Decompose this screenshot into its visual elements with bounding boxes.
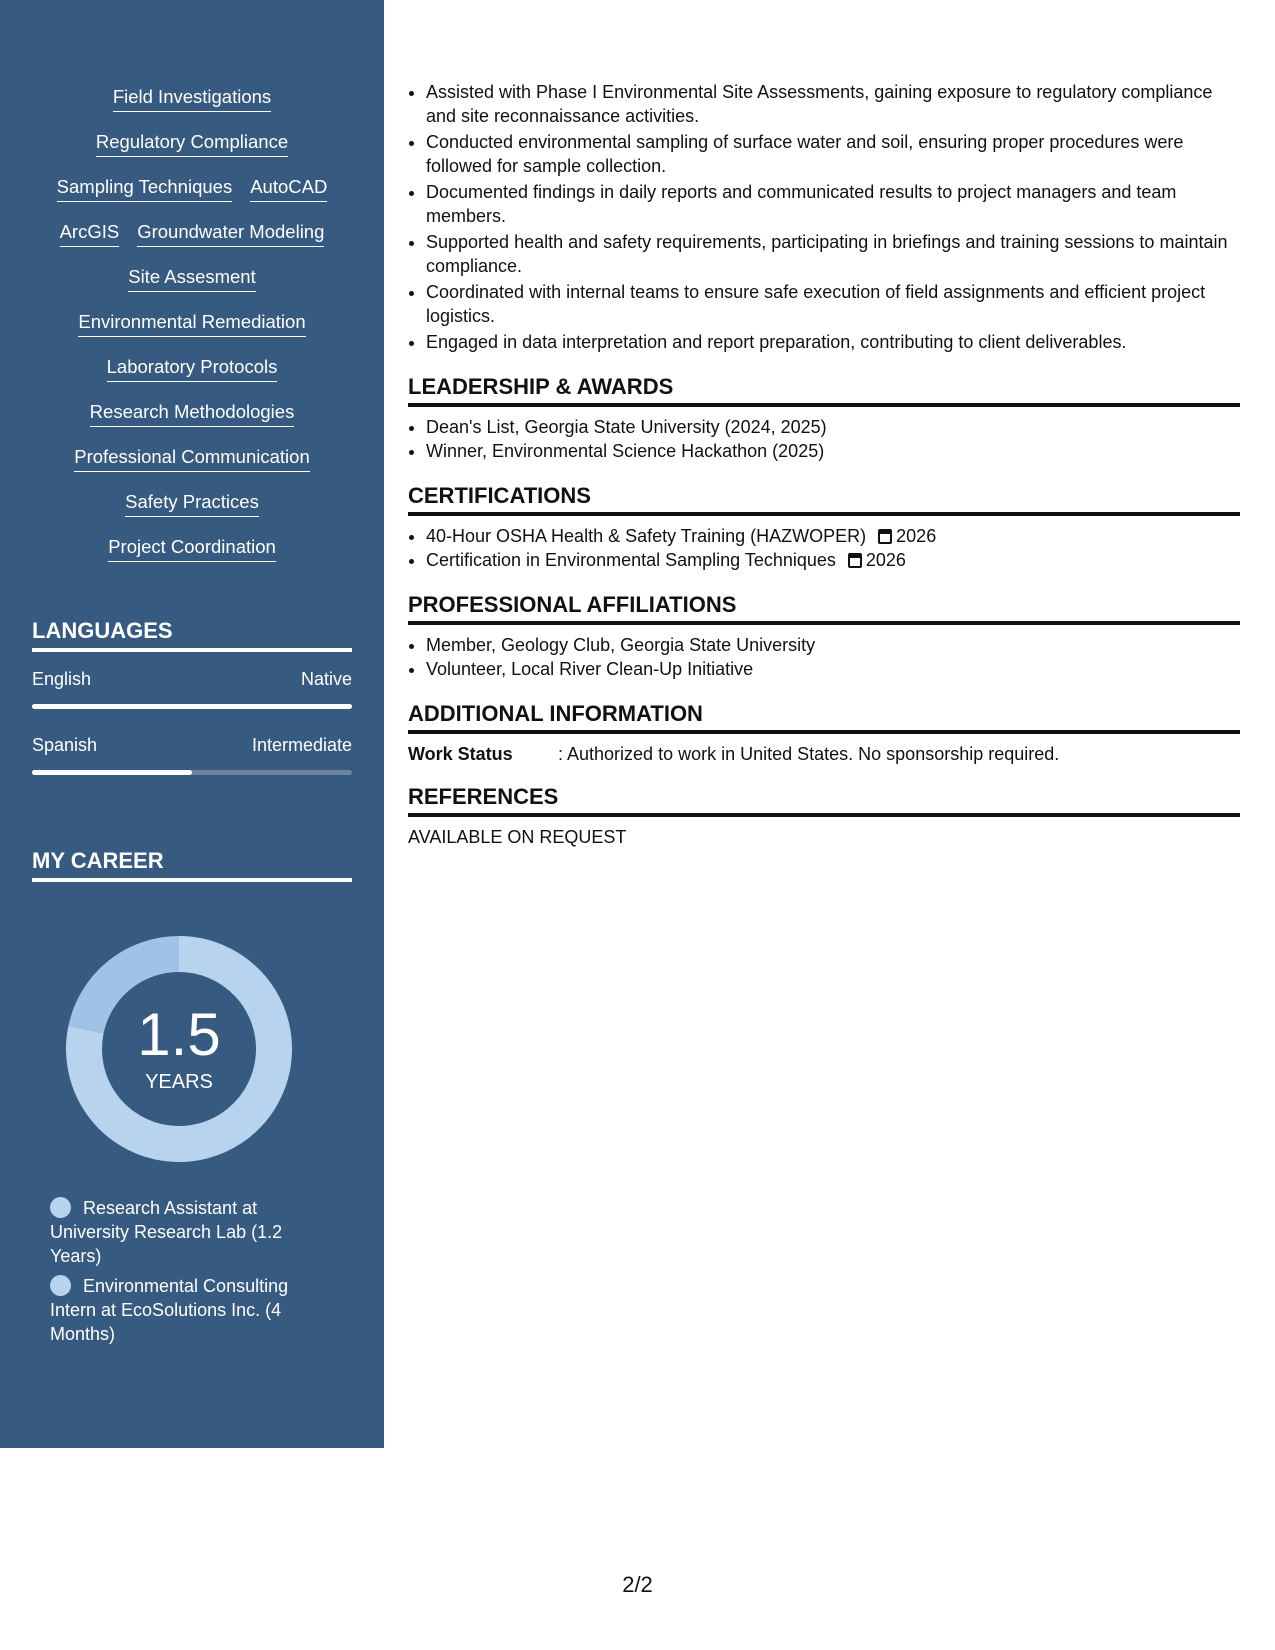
sidebar xyxy=(0,0,384,1448)
skill-tag: Environmental Remediation xyxy=(78,311,305,337)
skill-tag: Regulatory Compliance xyxy=(96,131,288,157)
experience-bullet: • Assisted with Phase I Environmental Site Assessments, gaining exposure to regulatory compliance and site reconnaissance activities. xyxy=(426,80,1240,128)
language-level-fill xyxy=(32,770,192,775)
certifications-list xyxy=(408,524,1240,572)
affiliation-item: • Volunteer, Local River Clean-Up Initiative xyxy=(426,657,1240,681)
affiliations-heading: PROFESSIONAL AFFILIATIONS xyxy=(408,592,1240,625)
skill-tag: Professional Communication xyxy=(74,446,309,472)
skill-tag: Groundwater Modeling xyxy=(137,221,324,247)
language-level-bar xyxy=(32,704,352,709)
certification-item xyxy=(426,548,1240,572)
certification-name: 40-Hour OSHA Health & Safety Training (HAZWOPER) xyxy=(426,526,867,546)
skill-row xyxy=(32,266,352,311)
skill-tag: AutoCAD xyxy=(250,176,327,202)
page-number: 2/2 xyxy=(622,1572,653,1597)
certifications-heading: CERTIFICATIONS xyxy=(408,483,1240,516)
leadership-list xyxy=(408,415,1240,463)
certification-name: Certification in Environmental Sampling Techniques xyxy=(426,550,836,570)
skill-row xyxy=(32,536,352,581)
leadership-item: • Dean's List, Georgia State University (2024, 2025) xyxy=(426,415,1240,439)
certification-year: 2026 xyxy=(865,550,906,570)
career-total-years: 1.5 xyxy=(137,1001,221,1068)
bullet-dot-icon xyxy=(50,1197,71,1218)
skill-row xyxy=(32,176,352,221)
skill-tag: Field Investigations xyxy=(113,86,271,112)
language-level-fill xyxy=(32,704,352,709)
languages-heading: LANGUAGES xyxy=(32,618,352,652)
work-status-value: : Authorized to work in United States. No sponsorship required. xyxy=(558,744,1060,764)
experience-bullet: • Supported health and safety requirements, participating in briefings and training sessions to maintain compliance. xyxy=(426,230,1240,278)
career-heading: MY CAREER xyxy=(32,848,352,882)
skill-tag: Site Assesment xyxy=(128,266,256,292)
additional-heading: ADDITIONAL INFORMATION xyxy=(408,701,1240,734)
language-name: Spanish xyxy=(32,735,98,755)
language-level: Intermediate xyxy=(251,735,352,755)
language-level-bar xyxy=(32,770,352,775)
experience-bullet: • Coordinated with internal teams to ensure safe execution of field assignments and efficient project logistics. xyxy=(426,280,1240,328)
skills-list xyxy=(32,86,352,581)
experience-bullets xyxy=(408,80,1240,354)
references-text: AVAILABLE ON REQUEST xyxy=(408,827,627,847)
leadership-item: • Winner, Environmental Science Hackathon (2025) xyxy=(426,439,1240,463)
skill-row xyxy=(32,491,352,536)
career-total-unit: YEARS xyxy=(145,1071,213,1093)
career-item-label: Research Assistant at University Research Lab (1.2 Years) xyxy=(50,1198,283,1266)
skill-row xyxy=(32,311,352,356)
skill-row xyxy=(32,401,352,446)
work-status-row xyxy=(408,742,1240,766)
affiliations-list xyxy=(408,633,1240,681)
career-list xyxy=(50,1196,310,1352)
career-item-label: Environmental Consulting Intern at EcoSolutions Inc. (4 Months) xyxy=(50,1276,289,1344)
experience-bullet: • Conducted environmental sampling of surface water and soil, ensuring proper procedures were followed for sample collection. xyxy=(426,130,1240,178)
experience-bullet: • Documented findings in daily reports and communicated results to project managers and team members. xyxy=(426,180,1240,228)
certification-year: 2026 xyxy=(896,526,937,546)
affiliation-item: • Member, Geology Club, Georgia State University xyxy=(426,633,1240,657)
calendar-icon xyxy=(848,553,862,568)
language-item xyxy=(32,734,352,775)
skill-tag: Research Methodologies xyxy=(90,401,295,427)
career-item xyxy=(50,1196,310,1268)
leadership-heading: LEADERSHIP & AWARDS xyxy=(408,374,1240,407)
language-name: English xyxy=(32,669,92,689)
skill-tag: ArcGIS xyxy=(60,221,120,247)
language-level: Native xyxy=(300,669,352,689)
skill-tag: Safety Practices xyxy=(125,491,259,517)
skill-tag: Sampling Techniques xyxy=(57,176,233,202)
bullet-dot-icon xyxy=(50,1275,71,1296)
skill-tag: Laboratory Protocols xyxy=(107,356,278,382)
language-item xyxy=(32,668,352,709)
skill-tag: Project Coordination xyxy=(108,536,276,562)
experience-bullet: • Engaged in data interpretation and report preparation, contributing to client deliverables. xyxy=(426,330,1240,354)
skill-row xyxy=(32,131,352,176)
certification-item xyxy=(426,524,1240,548)
career-item xyxy=(50,1274,310,1346)
main-content xyxy=(408,80,1240,849)
work-status-label: Work Status xyxy=(408,744,513,764)
references-heading: REFERENCES xyxy=(408,784,1240,817)
skill-row xyxy=(32,356,352,401)
skill-row xyxy=(32,446,352,491)
skill-row xyxy=(32,221,352,266)
skill-row xyxy=(32,86,352,131)
career-donut-chart xyxy=(66,936,292,1162)
calendar-icon xyxy=(878,529,892,544)
